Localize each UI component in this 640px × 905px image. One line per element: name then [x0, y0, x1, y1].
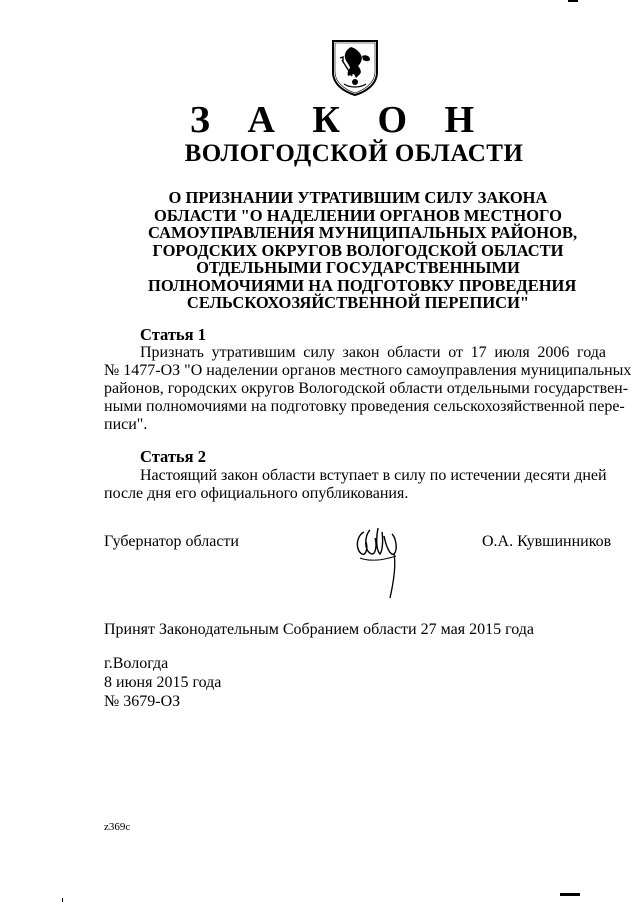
document-region: ВОЛОГОДСКОЙ ОБЛАСТИ: [184, 140, 524, 167]
article-2-text: [104, 467, 606, 503]
heading-line: ГОРОДСКИХ ОКРУГОВ ВОЛОГОДСКОЙ ОБЛАСТИ: [152, 240, 564, 260]
article-1-line: ными полномочиями на подготовку проведения сельскохозяйственной пере-: [104, 398, 625, 415]
article-1-line: писи".: [104, 416, 148, 433]
place: г.Вологда: [104, 655, 169, 672]
article-2-title: Статья 2: [140, 447, 206, 466]
law-number: № 3679-ОЗ: [104, 693, 181, 710]
coat-of-arms-emblem: [330, 38, 380, 96]
heading-line: О ПРИЗНАНИИ УТРАТИВШИМ СИЛУ ЗАКОНА: [168, 188, 548, 207]
adoption-statement: Принят Законодательным Собранием области 27 мая 2015 года: [104, 621, 535, 638]
article-1-line: Признать утратившим силу закон области от 17 июля 2006 года: [140, 344, 606, 361]
article-1-text: [104, 344, 632, 434]
document-title: З А К О Н: [189, 99, 489, 141]
governor-name: О.А. Кувшинников: [482, 533, 612, 550]
heading-line: СЕЛЬСКОХОЗЯЙСТВЕННОЙ ПЕРЕПИСИ": [186, 293, 530, 312]
article-1-line: № 1477-ОЗ "О наделении органов местного самоуправления муниципальных: [104, 362, 632, 379]
article-1-line: районов, городских округов Вологодской области отдельными государствен-: [104, 380, 629, 397]
heading-line: ОТДЕЛЬНЫМИ ГОСУДАРСТВЕННЫМИ: [196, 258, 520, 277]
heading-line: ПОЛНОМОЧИЯМИ НА ПОДГОТОВКУ ПРОВЕДЕНИЯ: [148, 275, 577, 295]
heading-line: ОБЛАСТИ "О НАДЕЛЕНИИ ОРГАНОВ МЕСТНОГО: [154, 205, 562, 225]
article-2-line: после дня его официального опубликования.: [104, 485, 409, 502]
document-code: z369c: [104, 821, 131, 833]
governor-position: Губернатор области: [104, 533, 239, 550]
article-2-line: Настоящий закон области вступает в силу по истечении десяти дней: [140, 467, 607, 484]
scan-artifact: [568, 0, 578, 2]
handwritten-signature: [350, 520, 410, 600]
heading-line: САМОУПРАВЛЕНИЯ МУНИЦИПАЛЬНЫХ РАЙОНОВ,: [148, 223, 578, 242]
signing-date: 8 июня 2015 года: [104, 674, 222, 691]
scan-artifact: [560, 893, 580, 896]
law-heading: [148, 188, 578, 312]
article-1-title: Статья 1: [140, 325, 206, 344]
scan-artifact: [62, 898, 63, 902]
